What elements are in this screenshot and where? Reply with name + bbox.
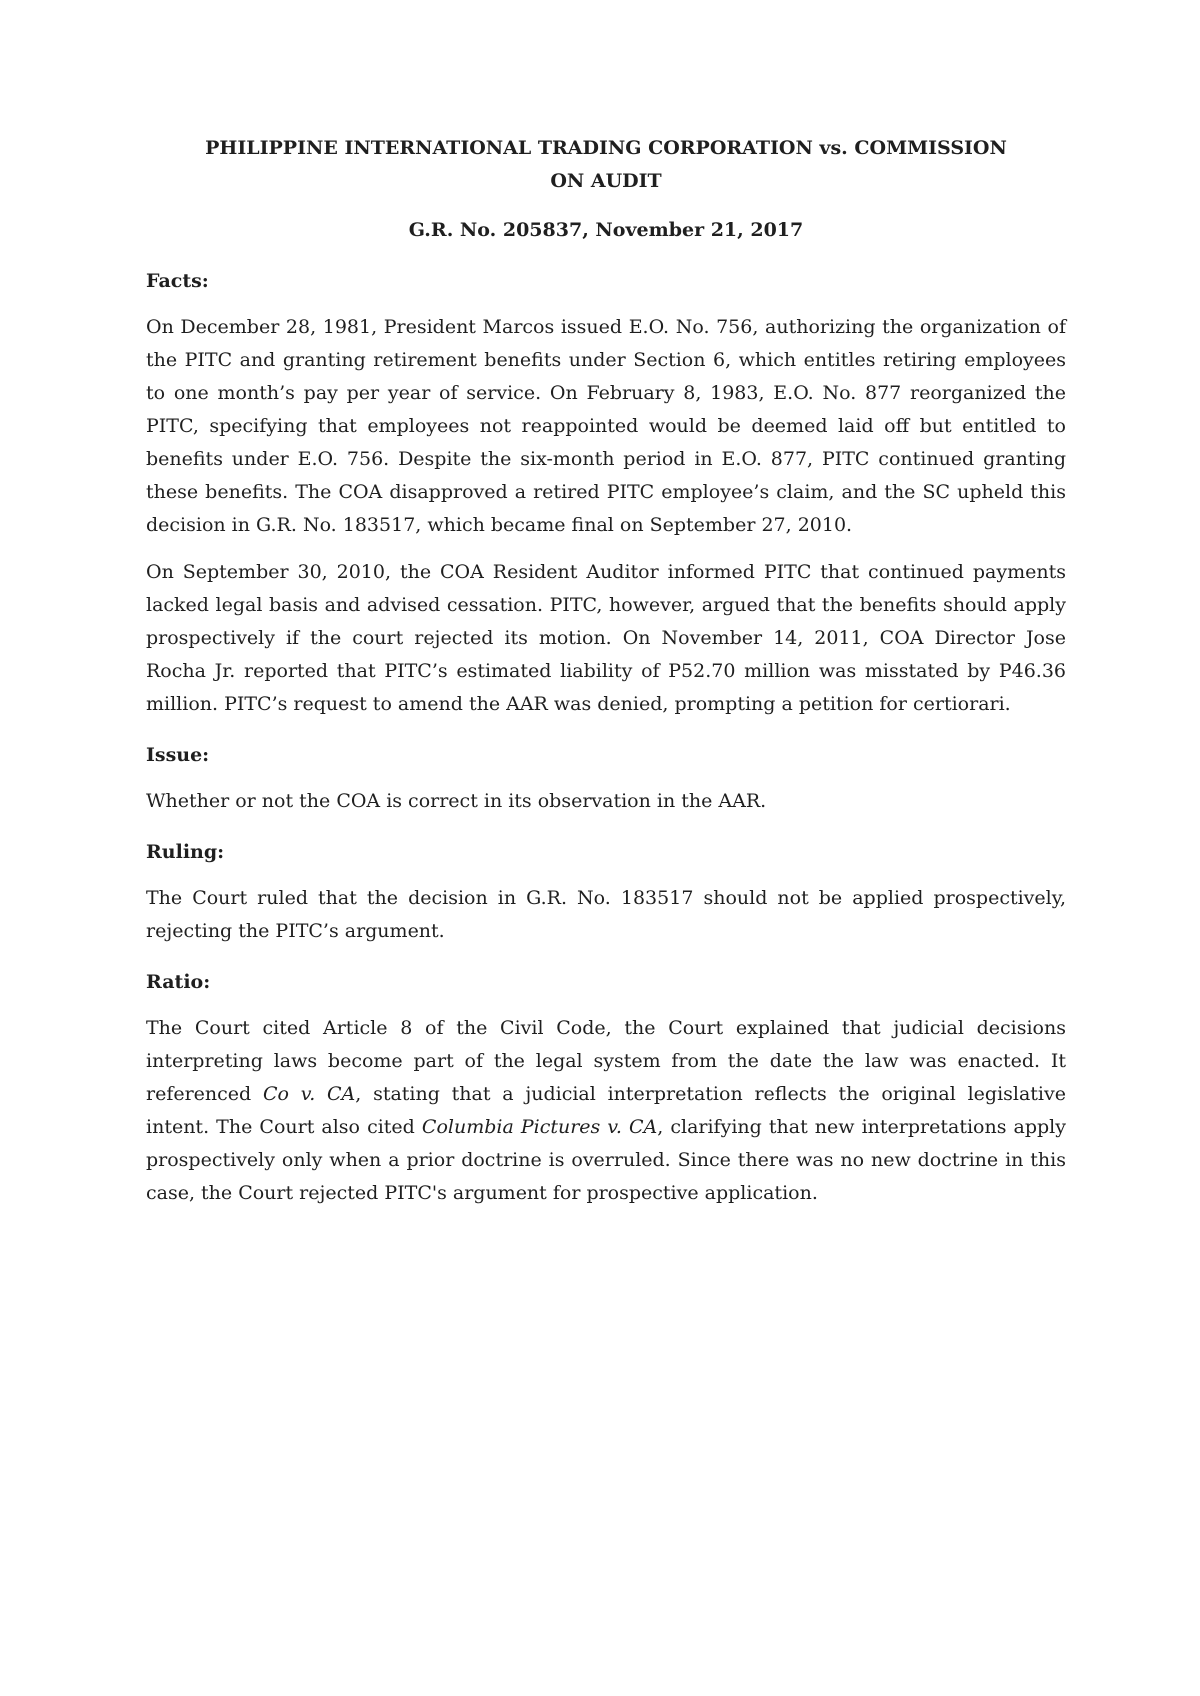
title-line-2: ON AUDIT xyxy=(550,170,662,192)
issue-text: Whether or not the COA is correct in its observation in the AAR. xyxy=(146,790,767,812)
case-citation-co-v-ca: Co v. CA xyxy=(262,1083,356,1105)
facts-heading: Facts: xyxy=(146,270,209,292)
issue-heading: Issue: xyxy=(146,744,210,766)
facts-paragraph-2: On September 30, 2010, the COA Resident Auditor informed PITC that continued payments lacked legal basis and advised cessation. PITC, however, argued that the benefits should apply prospectively if the court rejected its motion. On November 14, 2011, COA Director Jose Rocha Jr. reported that PITC’s estimated liability of P52.70 million was misstated by P46.36 million. PITC’s request to amend the AAR was denied, prompting a petition for certiorari. xyxy=(146,561,1066,715)
ratio-text-part-2: , stating that a judicial interpretation reflects the original legislative intent. The Court also cited xyxy=(146,1083,1066,1138)
ratio-text xyxy=(146,1012,1066,1210)
ruling-text: The Court ruled that the decision in G.R. No. 183517 should not be applied prospectively, rejecting the PITC’s argument. xyxy=(146,887,1066,942)
document-title xyxy=(146,132,1066,198)
ruling-heading: Ruling: xyxy=(146,841,225,863)
ratio-heading: Ratio: xyxy=(146,971,211,993)
ratio-text-part-1: The Court cited Article 8 of the Civil Code, the Court explained that judicial decisions interpreting laws become part of the legal system from the date the law was enacted. It referenced xyxy=(146,1017,1066,1105)
case-citation-columbia-pictures: Columbia Pictures v. CA xyxy=(421,1116,658,1138)
document-page xyxy=(146,132,1066,1210)
case-number: G.R. No. 205837, November 21, 2017 xyxy=(408,219,804,241)
facts-paragraph-1: On December 28, 1981, President Marcos issued E.O. No. 756, authorizing the organization of the PITC and granting retirement benefits under Section 6, which entitles retiring employees to one month’s pay per year of service. On February 8, 1983, E.O. No. 877 reorganized the PITC, specifying that employees not reappointed would be deemed laid off but entitled to benefits under E.O. 756. Despite the six-month period in E.O. 877, PITC continued granting these benefits. The COA disapproved a retired PITC employee’s claim, and the SC upheld this decision in G.R. No. 183517, which became final on September 27, 2010. xyxy=(146,316,1066,536)
title-line-1: PHILIPPINE INTERNATIONAL TRADING CORPORATION vs. COMMISSION xyxy=(205,137,1007,159)
ratio-text-part-3: , clarifying that new interpretations apply prospectively only when a prior doctrine is overruled. Since there was no new doctrine in this case, the Court rejected PITC's argument for prospective application. xyxy=(146,1116,1066,1204)
